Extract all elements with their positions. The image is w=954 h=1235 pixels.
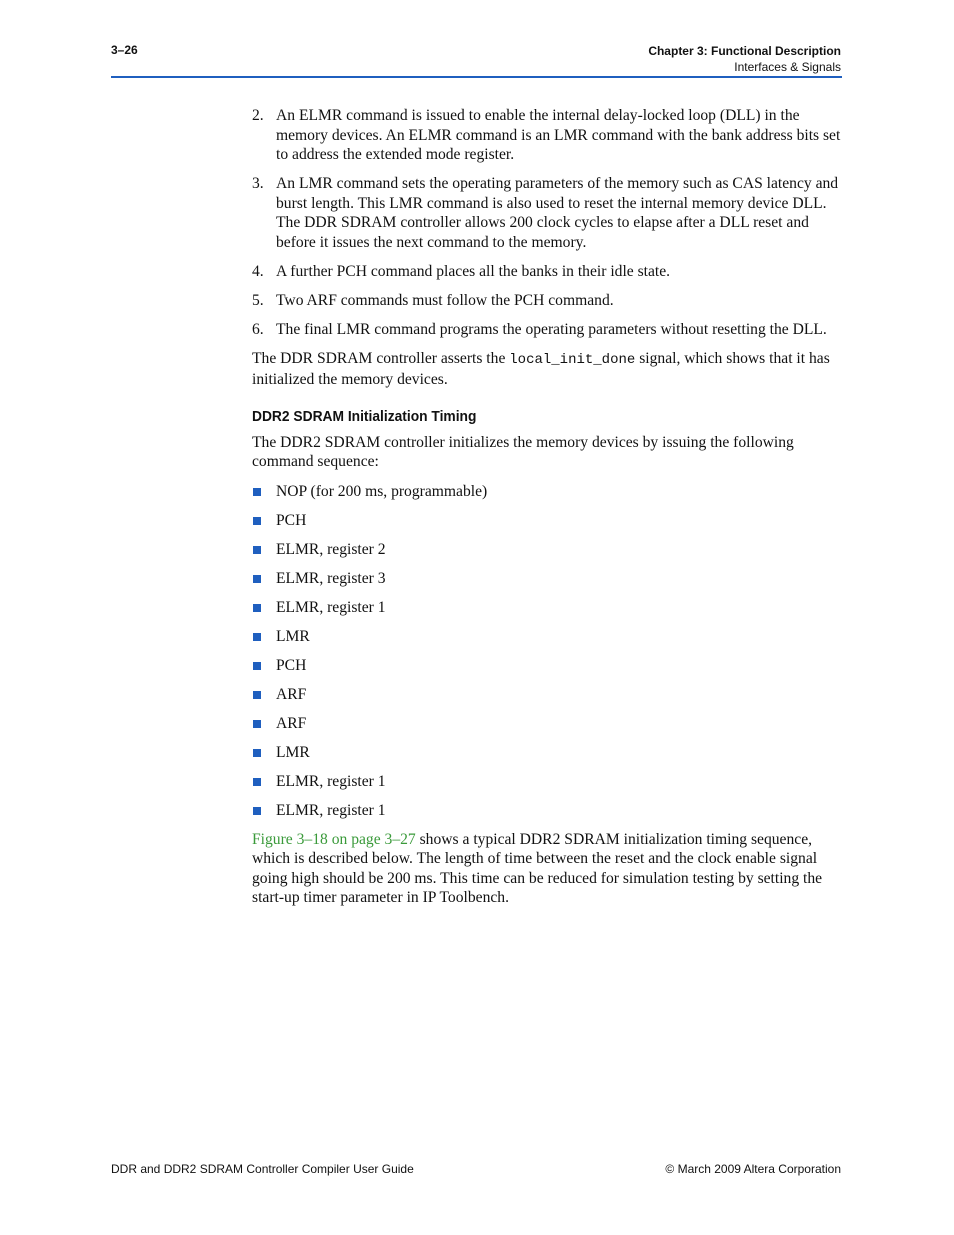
item-text: Two ARF commands must follow the PCH command. — [276, 291, 614, 309]
list-item — [252, 801, 842, 821]
footer-copyright: © March 2009 Altera Corporation — [665, 1162, 841, 1176]
bullet-square-icon — [253, 749, 261, 757]
page-number: 3–26 — [111, 43, 138, 57]
list-item-text: ELMR, register 1 — [276, 772, 386, 790]
list-item-text: ELMR, register 2 — [276, 540, 386, 558]
list-item-text: LMR — [276, 743, 310, 761]
numbered-item — [252, 174, 842, 252]
numbered-item — [252, 291, 842, 311]
item-text: An LMR command sets the operating parameters of the memory such as CAS latency and burst length. This LMR command is also used to reset the internal memory device DLL. The DDR SDRAM controller allows 200 clock cycles to elapse after a DLL reset and before it issues the next command to the memory. — [276, 175, 839, 251]
list-item — [252, 598, 842, 618]
page-body — [252, 106, 842, 918]
item-number: 2. — [252, 107, 264, 124]
list-item — [252, 772, 842, 792]
bullet-square-icon — [253, 778, 261, 786]
list-item-text: PCH — [276, 656, 307, 674]
list-item-text: PCH — [276, 511, 307, 529]
list-item-text: LMR — [276, 627, 310, 645]
chapter-title: Chapter 3: Functional Description — [648, 44, 841, 58]
item-text: An ELMR command is issued to enable the internal delay-locked loop (DLL) in the memory devices. An ELMR command is an LMR command with the bank address bits set to address the extended mode register. — [276, 107, 841, 163]
list-item-text: ELMR, register 3 — [276, 569, 386, 587]
bullet-square-icon — [253, 633, 261, 641]
list-item — [252, 511, 842, 531]
list-item-text: ARF — [276, 714, 307, 732]
numbered-item — [252, 106, 842, 165]
bullet-square-icon — [253, 604, 261, 612]
item-number: 3. — [252, 175, 264, 192]
bullet-square-icon — [253, 488, 261, 496]
figure-paragraph-text: shows a typical DDR2 SDRAM initialization timing sequence, which is described below. The length of time between the reset and the clock enable signal going high should be 200 ms. This time can be reduced for simulation testing by setting the start-up timer parameter in IP Toolbench. — [252, 830, 823, 906]
section-heading: DDR2 SDRAM Initialization Timing — [252, 407, 477, 425]
bullet-square-icon — [253, 691, 261, 699]
bullet-square-icon — [253, 662, 261, 670]
list-item-text: ELMR, register 1 — [276, 801, 386, 819]
bullet-square-icon — [253, 807, 261, 815]
list-item — [252, 714, 842, 734]
list-item-text: ARF — [276, 685, 307, 703]
item-text: The final LMR command programs the operating parameters without resetting the DLL. — [276, 320, 827, 338]
numbered-item — [252, 320, 842, 340]
list-item — [252, 569, 842, 589]
bullet-square-icon — [253, 517, 261, 525]
figure-paragraph — [252, 830, 842, 908]
list-item — [252, 685, 842, 705]
figure-link[interactable]: Figure 3–18 on page 3–27 — [252, 830, 416, 848]
item-number: 6. — [252, 320, 264, 338]
assert-text-after: signal, which shows that it has initialized the memory devices. — [252, 349, 830, 388]
bullet-square-icon — [253, 546, 261, 554]
header-rule — [111, 76, 842, 78]
list-item-text: ELMR, register 1 — [276, 598, 386, 616]
assert-text-before: The DDR SDRAM controller asserts the — [252, 349, 510, 367]
bullet-square-icon — [253, 720, 261, 728]
list-item — [252, 656, 842, 676]
numbered-item — [252, 262, 842, 282]
list-item — [252, 540, 842, 560]
footer-title: DDR and DDR2 SDRAM Controller Compiler User Guide — [111, 1162, 414, 1176]
list-item-text: NOP (for 200 ms, programmable) — [276, 482, 488, 500]
running-header — [648, 43, 841, 75]
item-number: 4. — [252, 262, 264, 280]
list-item — [252, 482, 842, 502]
section-title: Interfaces & Signals — [734, 60, 841, 74]
bullet-square-icon — [253, 575, 261, 583]
assert-paragraph — [252, 349, 842, 390]
intro-paragraph: The DDR2 SDRAM controller initializes the memory devices by issuing the following command sequence: — [252, 433, 794, 470]
list-item — [252, 627, 842, 647]
signal-name: local_init_done — [509, 351, 636, 368]
list-item — [252, 743, 842, 763]
item-number: 5. — [252, 291, 264, 309]
item-text: A further PCH command places all the banks in their idle state. — [276, 262, 671, 280]
